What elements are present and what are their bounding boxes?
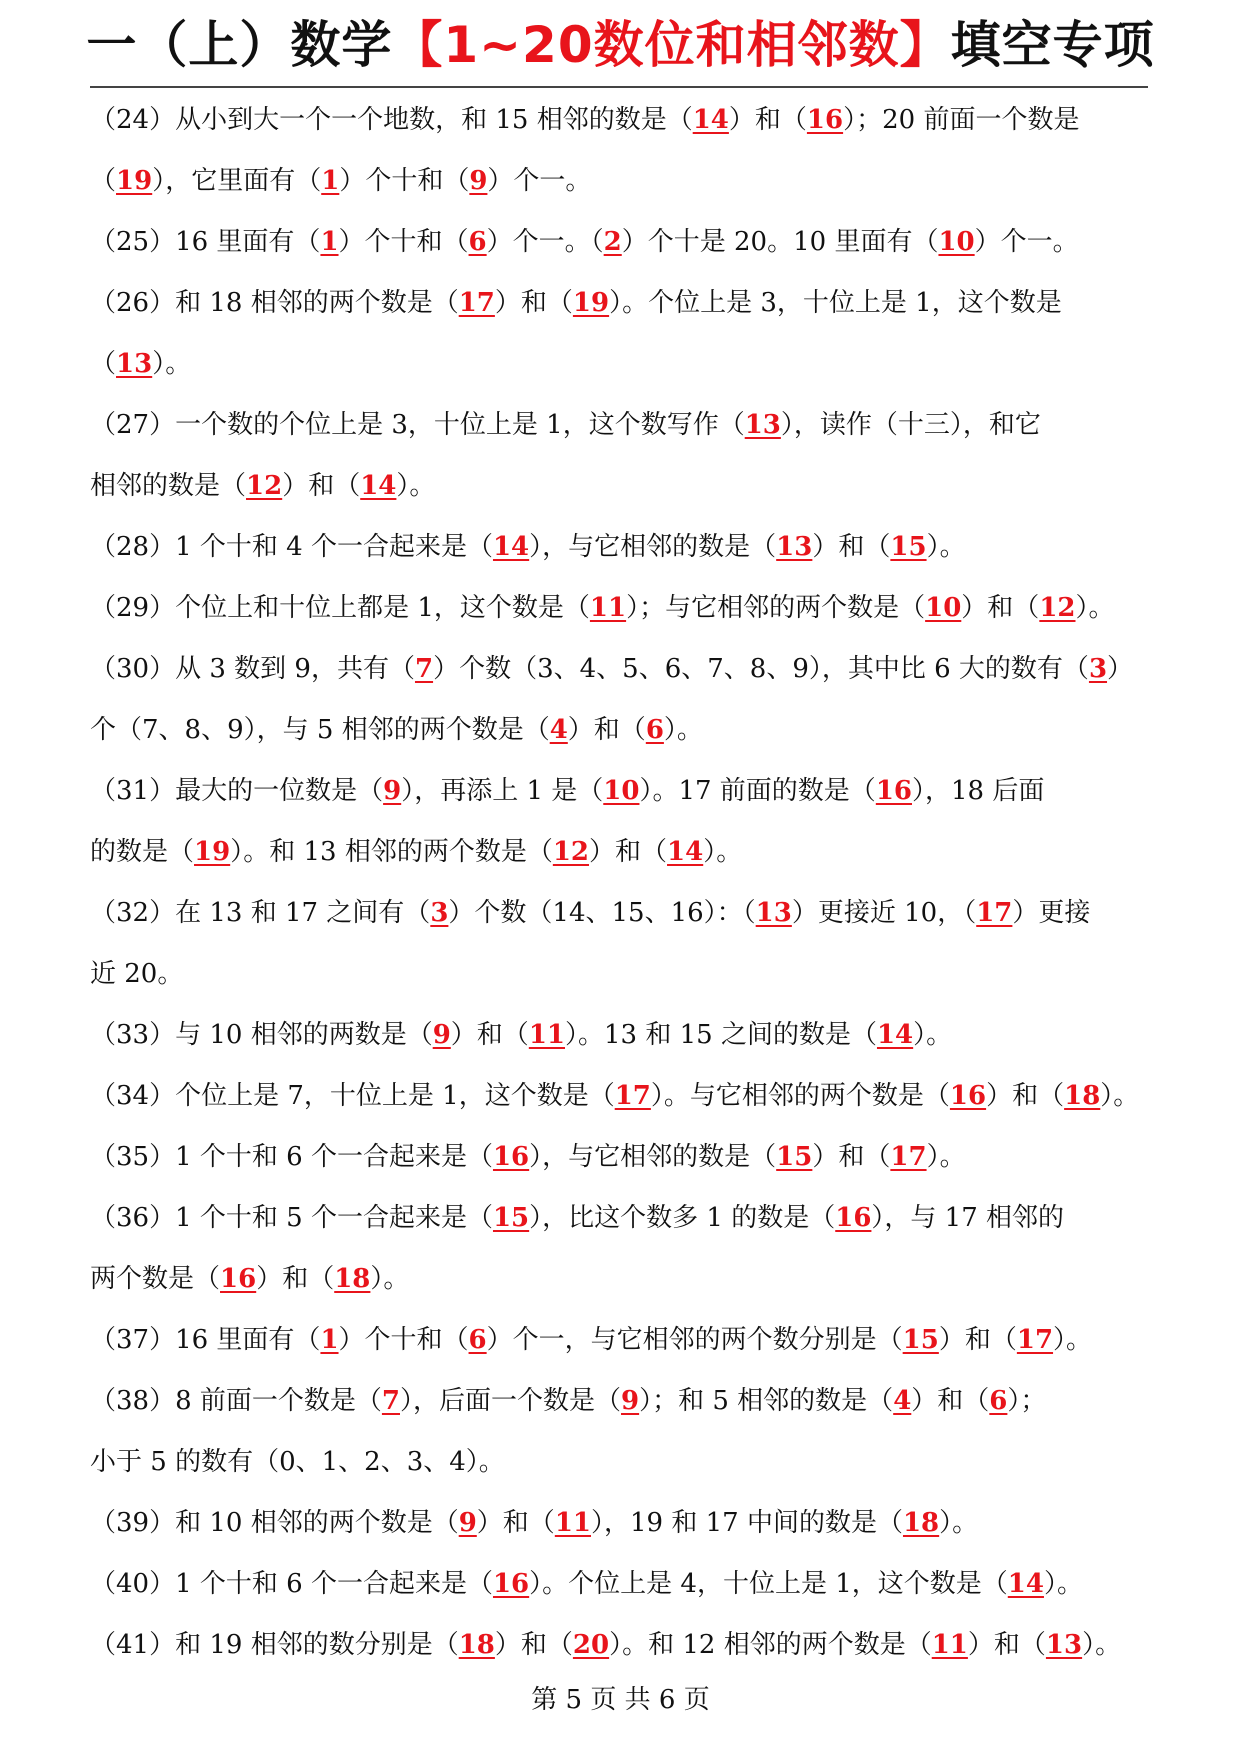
answer-value: 7 — [381, 1386, 400, 1416]
answer-value: 6 — [468, 1325, 487, 1355]
question-text: ）。 — [370, 1264, 410, 1294]
question-text: ）。 — [663, 715, 703, 745]
question-line — [90, 395, 1148, 456]
question-line — [90, 151, 1148, 212]
answer-value: 12 — [1039, 593, 1076, 623]
question-text: ）和（ — [728, 105, 807, 135]
question-text: （29）个位上和十位上都是 1，这个数是（ — [90, 593, 590, 623]
question-line — [90, 944, 1148, 1005]
question-text: ），比这个数多 1 的数是（ — [529, 1203, 836, 1233]
question-text: ）。 — [1043, 1569, 1083, 1599]
question-text: 小于 5 的数有（0、1、2、3、4）。 — [90, 1447, 505, 1477]
question-text: ）。个位上是 3，十位上是 1，这个数是 — [609, 288, 1062, 318]
question-text: ）和（ — [282, 471, 361, 501]
title-type: 填空专项 — [950, 16, 1155, 74]
question-text: ），与它相邻的数是（ — [529, 1142, 777, 1172]
answer-value: 6 — [989, 1386, 1008, 1416]
question-list — [90, 90, 1148, 1676]
answer-value: 17 — [458, 288, 495, 318]
question-text: ），19 和 17 中间的数是（ — [591, 1508, 903, 1538]
question-text: ）。 — [152, 349, 192, 379]
answer-value: 16 — [220, 1264, 257, 1294]
answer-value: 14 — [1007, 1569, 1044, 1599]
answer-value: 15 — [492, 1203, 530, 1233]
question-line — [90, 1615, 1148, 1676]
answer-value: 15 — [890, 532, 927, 562]
question-text: ）和（ — [986, 1081, 1065, 1111]
question-text: （24）从小到大一个一个地数，和 15 相邻的数是（ — [90, 105, 693, 135]
answer-value: 4 — [549, 715, 568, 745]
question-text: （26）和 18 相邻的两个数是（ — [90, 288, 459, 318]
question-text: （34）个位上是 7，十位上是 1，这个数是（ — [90, 1081, 615, 1111]
answer-value: 15 — [902, 1325, 939, 1355]
question-line — [90, 1432, 1148, 1493]
question-text: ）。 — [1100, 1081, 1140, 1111]
question-text: ）。 — [913, 1020, 953, 1050]
question-text: ），它里面有（ — [152, 166, 322, 196]
question-text: ）。 — [926, 1142, 966, 1172]
question-text: ）。 — [939, 1508, 979, 1538]
question-line — [90, 578, 1148, 639]
answer-value: 14 — [876, 1020, 914, 1050]
question-text: ）。和 13 相邻的两个数是（ — [230, 837, 553, 867]
question-text: 的数是（ — [90, 837, 195, 867]
question-text: ）。 — [703, 837, 743, 867]
answer-value: 6 — [645, 715, 664, 745]
answer-value: 12 — [552, 837, 590, 867]
title-grade-subject: 一（上）数学 — [86, 16, 393, 74]
question-text: ）和（ — [476, 1508, 555, 1538]
question-text: （37）16 里面有（ — [90, 1325, 321, 1355]
question-text: ）和（ — [256, 1264, 335, 1294]
answer-value: 17 — [890, 1142, 927, 1172]
answer-value: 7 — [414, 654, 434, 684]
answer-value: 10 — [938, 227, 975, 257]
answer-value: 10 — [925, 593, 962, 623]
question-text: ）。13 和 15 之间的数是（ — [565, 1020, 877, 1050]
question-text: ）。 — [396, 471, 436, 501]
question-text: （39）和 10 相邻的两个数是（ — [90, 1508, 459, 1538]
question-text: ），与它相邻的数是（ — [529, 532, 777, 562]
question-text: （36）1 个十和 5 个一合起来是（ — [90, 1203, 493, 1233]
question-text: （33）与 10 相邻的两数是（ — [90, 1020, 433, 1050]
question-text: （ — [90, 349, 117, 379]
question-line — [90, 1249, 1148, 1310]
question-text: ）和（ — [494, 1630, 573, 1660]
question-text: ）和（ — [911, 1386, 990, 1416]
question-text: （35）1 个十和 6 个一合起来是（ — [90, 1142, 493, 1172]
answer-value: 19 — [116, 166, 153, 196]
question-line — [90, 334, 1148, 395]
question-text: ）个数（3、4、5、6、7、8、9），其中比 6 大的数有（ — [433, 654, 1089, 684]
title-topic: 【1~20数位和相邻数】 — [392, 16, 951, 74]
question-text: （28）1 个十和 4 个一合起来是（ — [90, 532, 493, 562]
question-text: ），再添上 1 是（ — [401, 776, 604, 806]
answer-value: 12 — [246, 471, 283, 501]
question-text: ），18 后面 — [912, 776, 1045, 806]
answer-value: 1 — [320, 1325, 339, 1355]
answer-value: 13 — [1045, 1630, 1083, 1660]
question-line — [90, 883, 1148, 944]
answer-value: 14 — [360, 471, 397, 501]
question-text: （25）16 里面有（ — [90, 227, 321, 257]
question-text: （31）最大的一位数是（ — [90, 776, 384, 806]
question-text: ）。 — [1075, 593, 1115, 623]
question-text: ）个十和（ — [338, 227, 469, 257]
question-text: ）；与它相邻的两个数是（ — [626, 593, 926, 623]
question-text: ）。 — [1053, 1325, 1093, 1355]
question-text: （ — [90, 166, 117, 196]
page-title — [0, 12, 1241, 78]
question-line — [90, 1310, 1148, 1371]
question-line — [90, 1005, 1148, 1066]
answer-value: 19 — [572, 288, 610, 318]
question-line — [90, 639, 1148, 700]
answer-value: 17 — [976, 898, 1013, 928]
answer-value: 16 — [875, 776, 912, 806]
question-text: （32）在 13 和 17 之间有（ — [90, 898, 431, 928]
answer-value: 9 — [469, 166, 488, 196]
answer-value: 13 — [755, 898, 792, 928]
answer-value: 1 — [320, 227, 339, 257]
question-text: ），读作（十三），和它 — [780, 410, 1041, 440]
answer-value: 9 — [621, 1386, 640, 1416]
question-text: ）个一。 — [487, 166, 592, 196]
question-text: ）和（ — [589, 837, 668, 867]
answer-value: 19 — [194, 837, 231, 867]
answer-value: 11 — [554, 1508, 591, 1538]
answer-value: 15 — [776, 1142, 813, 1172]
question-text: ）个十和（ — [338, 1325, 469, 1355]
answer-value: 16 — [949, 1081, 987, 1111]
question-line — [90, 1066, 1148, 1127]
question-line — [90, 761, 1148, 822]
question-text: （41）和 19 相邻的数分别是（ — [90, 1630, 459, 1660]
question-text: ）；20 前面一个数是 — [843, 105, 1080, 135]
answer-value: 11 — [931, 1630, 968, 1660]
question-text: ）和（ — [938, 1325, 1017, 1355]
question-text: ）个十和（ — [339, 166, 470, 196]
question-text: （40）1 个十和 6 个一合起来是（ — [90, 1569, 493, 1599]
question-line — [90, 273, 1148, 334]
question-line — [90, 700, 1148, 761]
question-line — [90, 517, 1148, 578]
answer-value: 16 — [806, 105, 844, 135]
answer-value: 10 — [603, 776, 640, 806]
question-line — [90, 822, 1148, 883]
question-text: ），与 17 相邻的 — [871, 1203, 1065, 1233]
answer-value: 18 — [334, 1264, 371, 1294]
answer-value: 3 — [430, 898, 449, 928]
answer-value: 14 — [692, 105, 729, 135]
question-text: 相邻的数是（ — [90, 471, 247, 501]
answer-value: 16 — [492, 1142, 530, 1172]
question-text: ）； — [1007, 1386, 1047, 1416]
answer-value: 14 — [492, 532, 530, 562]
answer-value: 13 — [776, 532, 813, 562]
question-text: ） — [1107, 654, 1134, 684]
question-line — [90, 1493, 1148, 1554]
question-line — [90, 212, 1148, 273]
question-text: ）。与它相邻的两个数是（ — [650, 1081, 950, 1111]
answer-value: 9 — [383, 776, 402, 806]
question-text: ）。个位上是 4，十位上是 1，这个数是（ — [529, 1569, 1008, 1599]
question-text: ）和（ — [961, 593, 1040, 623]
answer-value: 16 — [835, 1203, 872, 1233]
question-text: ）和（ — [567, 715, 646, 745]
question-text: ），后面一个数是（ — [400, 1386, 622, 1416]
answer-value: 3 — [1088, 654, 1108, 684]
answer-value: 18 — [458, 1630, 495, 1660]
question-text: 近 20。 — [90, 959, 184, 989]
page-footer: 第 5 页 共 6 页 — [531, 1685, 710, 1715]
question-text: 两个数是（ — [90, 1264, 221, 1294]
question-text: ）个十是 20。10 里面有（ — [621, 227, 939, 257]
answer-value: 18 — [902, 1508, 940, 1538]
question-line — [90, 1554, 1148, 1615]
answer-value: 17 — [1016, 1325, 1054, 1355]
question-text: ）。17 前面的数是（ — [639, 776, 876, 806]
question-text: ）个一，与它相邻的两个数分别是（ — [486, 1325, 903, 1355]
answer-value: 6 — [468, 227, 487, 257]
question-text: ）。 — [926, 532, 966, 562]
question-line — [90, 1371, 1148, 1432]
question-text: 个（7、8、9），与 5 相邻的两个数是（ — [90, 715, 550, 745]
question-text: ）更接近 10，（ — [791, 898, 977, 928]
answer-value: 1 — [321, 166, 340, 196]
question-text: ）。和 12 相邻的两个数是（ — [609, 1630, 932, 1660]
question-text: （38）8 前面一个数是（ — [90, 1386, 382, 1416]
question-text: ）个一。 — [974, 227, 1079, 257]
question-text: ）和（ — [812, 532, 891, 562]
question-text: ）和（ — [494, 288, 573, 318]
answer-value: 9 — [432, 1020, 451, 1050]
answer-value: 2 — [603, 227, 622, 257]
question-text: ）和（ — [450, 1020, 529, 1050]
question-text: ）；和 5 相邻的数是（ — [639, 1386, 894, 1416]
question-line — [90, 1188, 1148, 1249]
question-line — [90, 1127, 1148, 1188]
question-text: ）和（ — [967, 1630, 1046, 1660]
answer-value: 13 — [116, 349, 153, 379]
answer-value: 11 — [528, 1020, 565, 1050]
question-text: ）。 — [1082, 1630, 1122, 1660]
answer-value: 18 — [1064, 1081, 1101, 1111]
answer-value: 9 — [458, 1508, 477, 1538]
answer-value: 20 — [572, 1630, 610, 1660]
answer-value: 4 — [893, 1386, 912, 1416]
question-text: ）个一。（ — [486, 227, 604, 257]
question-text: ）更接 — [1012, 898, 1091, 928]
question-text: ）和（ — [812, 1142, 891, 1172]
question-text: （27）一个数的个位上是 3，十位上是 1，这个数写作（ — [90, 410, 745, 440]
title-divider — [90, 86, 1148, 88]
answer-value: 14 — [667, 837, 704, 867]
answer-value: 13 — [744, 410, 781, 440]
answer-value: 11 — [589, 593, 627, 623]
answer-value: 17 — [614, 1081, 651, 1111]
question-line — [90, 90, 1148, 151]
answer-value: 16 — [492, 1569, 530, 1599]
question-text: （30）从 3 数到 9，共有（ — [90, 654, 415, 684]
question-text: ）个数（14、15、16）：（ — [448, 898, 756, 928]
question-line — [90, 456, 1148, 517]
